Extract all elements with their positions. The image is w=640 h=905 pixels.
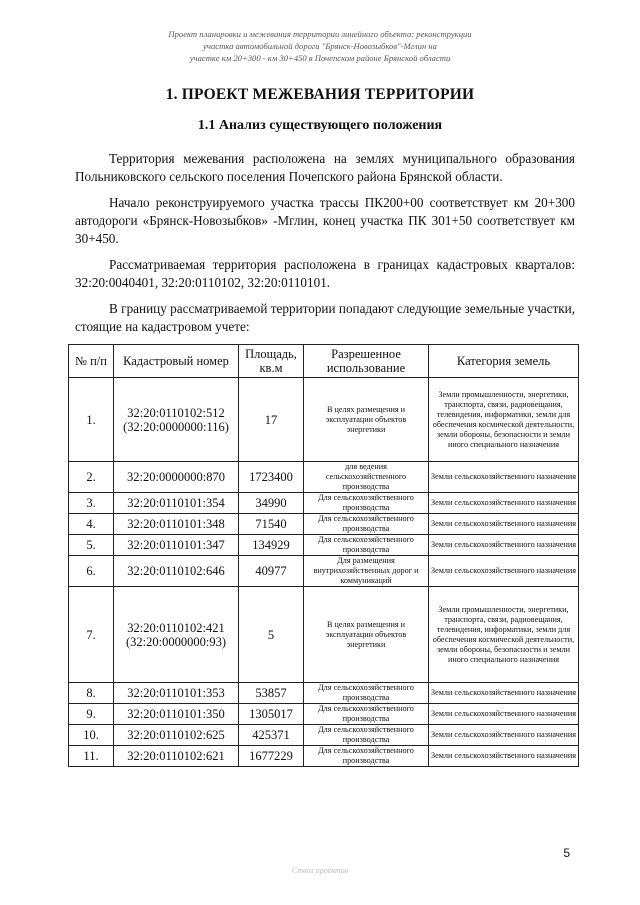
- cell-cadastral: 32:20:0110101:348: [114, 514, 239, 535]
- header-category: Категория земель: [429, 345, 579, 378]
- paragraph-cadastral-quarters: [75, 256, 575, 292]
- table-row: [69, 514, 579, 535]
- subsection-title: 1.1 Анализ существующего положения: [197, 118, 443, 133]
- cell-use: Для сельскохозяйственного производства: [304, 493, 429, 514]
- paragraph-territory: [75, 150, 575, 186]
- cell-category: Земли сельскохозяйственного назначения: [429, 462, 579, 493]
- header-area: Площадь, кв.м: [239, 345, 304, 378]
- land-plots-table: [68, 344, 579, 767]
- cell-area: 425371: [239, 725, 304, 746]
- cell-area: 34990: [239, 493, 304, 514]
- page-number: 5: [563, 846, 570, 860]
- cell-num: 10.: [69, 725, 114, 746]
- cell-use: Для размещения внутрихозяйственных дорог и коммуникаций: [304, 556, 429, 587]
- header-num: № п/п: [69, 345, 114, 378]
- cell-category: Земли сельскохозяйственного назначения: [429, 493, 579, 514]
- cell-category: Земли сельскохозяйственного назначения: [429, 683, 579, 704]
- running-header-line: Проект планировки и межевания территории линейного объекта: реконструкции: [168, 29, 472, 39]
- cell-cadastral: 32:20:0110101:350: [114, 704, 239, 725]
- table-header-row: [69, 345, 579, 378]
- cell-area: 1677229: [239, 746, 304, 767]
- cell-category: Земли сельскохозяйственного назначения: [429, 556, 579, 587]
- cell-num: 11.: [69, 746, 114, 767]
- table-row: [69, 535, 579, 556]
- cell-use: В целях размещения и эксплуатации объектов энергетики: [304, 378, 429, 462]
- cell-area: 1723400: [239, 462, 304, 493]
- cell-num: 2.: [69, 462, 114, 493]
- cell-num: 7.: [69, 587, 114, 683]
- table-row: [69, 462, 579, 493]
- table-row: [69, 378, 579, 462]
- cell-cadastral: 32:20:0110102:512 (32:20:0000000:116): [114, 378, 239, 462]
- table-row: [69, 587, 579, 683]
- cell-use: Для сельскохозяйственного производства: [304, 704, 429, 725]
- paragraph-road-section: [75, 194, 575, 248]
- table-row: [69, 704, 579, 725]
- cell-area: 40977: [239, 556, 304, 587]
- paragraph-text: Рассматриваемая территория расположена в границах кадастровых кварталов: 32:20:0040401, 32:20:0110102, 32:20:0110101.: [75, 257, 575, 290]
- cell-cadastral: 32:20:0000000:870: [114, 462, 239, 493]
- cell-use: Для сельскохозяйственного производства: [304, 535, 429, 556]
- table-row: [69, 746, 579, 767]
- cell-cadastral: 32:20:0110101:353: [114, 683, 239, 704]
- header-cadastral: Кадастровый номер: [114, 345, 239, 378]
- cell-area: 1305017: [239, 704, 304, 725]
- cell-num: 5.: [69, 535, 114, 556]
- cell-num: 6.: [69, 556, 114, 587]
- section-title: 1. ПРОЕКТ МЕЖЕВАНИЯ ТЕРРИТОРИИ: [165, 86, 475, 103]
- table-row: [69, 725, 579, 746]
- cell-use: В целях размещения и эксплуатации объектов энергетики: [304, 587, 429, 683]
- cell-area: 5: [239, 587, 304, 683]
- running-header-line: участка автомобильной дороги "Брянск-Новозыбков"-Мглин на: [203, 41, 437, 51]
- table-row: [69, 493, 579, 514]
- cell-num: 3.: [69, 493, 114, 514]
- cell-use: для ведения сельскохозяйственного производства: [304, 462, 429, 493]
- running-header: [60, 28, 580, 64]
- paragraph-text: Начало реконструируемого участка трассы ПК200+00 соответствует км 20+300 автодороги «Брянск-Новозыбков» -Мглин, конец участка ПК 301+50 соответствует км 30+450.: [75, 195, 575, 246]
- cell-num: 4.: [69, 514, 114, 535]
- cell-cadastral: 32:20:0110101:354: [114, 493, 239, 514]
- cell-category: Земли промышленности, энергетики, транспорта, связи, радиовещания, телевидения, информатики, земли для обеспечения космической деятельности, земли обороны, безопасности и земли иного специального назначения: [429, 587, 579, 683]
- cell-cadastral: 32:20:0110101:347: [114, 535, 239, 556]
- cell-category: Земли сельскохозяйственного назначения: [429, 535, 579, 556]
- cell-area: 53857: [239, 683, 304, 704]
- cell-cadastral: 32:20:0110102:421 (32:20:0000000:93): [114, 587, 239, 683]
- cell-use: Для сельскохозяйственного производства: [304, 514, 429, 535]
- paragraph-land-plots-intro: [75, 300, 575, 336]
- cell-category: Земли промышленности, энергетики, транспорта, связи, радиовещания, телевидения, информатики, земли для обеспечения космической деятельности, земли обороны, безопасности и земли иного специального назначения: [429, 378, 579, 462]
- cell-category: Земли сельскохозяйственного назначения: [429, 746, 579, 767]
- cell-area: 134929: [239, 535, 304, 556]
- paragraph-text: Территория межевания расположена на землях муниципального образования Польниковского сельского поселения Почепского района Брянской области.: [75, 151, 575, 184]
- footer-mark: Ствол проектов: [291, 866, 349, 875]
- cell-num: 1.: [69, 378, 114, 462]
- cell-cadastral: 32:20:0110102:621: [114, 746, 239, 767]
- header-use: Разрешенное использование: [304, 345, 429, 378]
- cell-use: Для сельскохозяйственного производства: [304, 746, 429, 767]
- cell-num: 8.: [69, 683, 114, 704]
- cell-cadastral: 32:20:0110102:625: [114, 725, 239, 746]
- running-header-line: участке км 20+300 - км 30+450 в Почепском районе Брянской области: [189, 53, 451, 63]
- table-row: [69, 556, 579, 587]
- cell-category: Земли сельскохозяйственного назначения: [429, 514, 579, 535]
- paragraph-text: В границу рассматриваемой территории попадают следующие земельные участки, стоящие на кадастровом учете:: [75, 301, 575, 334]
- cell-use: Для сельскохозяйственного производства: [304, 725, 429, 746]
- cell-use: Для сельскохозяйственного производства: [304, 683, 429, 704]
- cell-cadastral: 32:20:0110102:646: [114, 556, 239, 587]
- cell-area: 71540: [239, 514, 304, 535]
- cell-category: Земли сельскохозяйственного назначения: [429, 725, 579, 746]
- cell-num: 9.: [69, 704, 114, 725]
- cell-category: Земли сельскохозяйственного назначения: [429, 704, 579, 725]
- table-row: [69, 683, 579, 704]
- cell-area: 17: [239, 378, 304, 462]
